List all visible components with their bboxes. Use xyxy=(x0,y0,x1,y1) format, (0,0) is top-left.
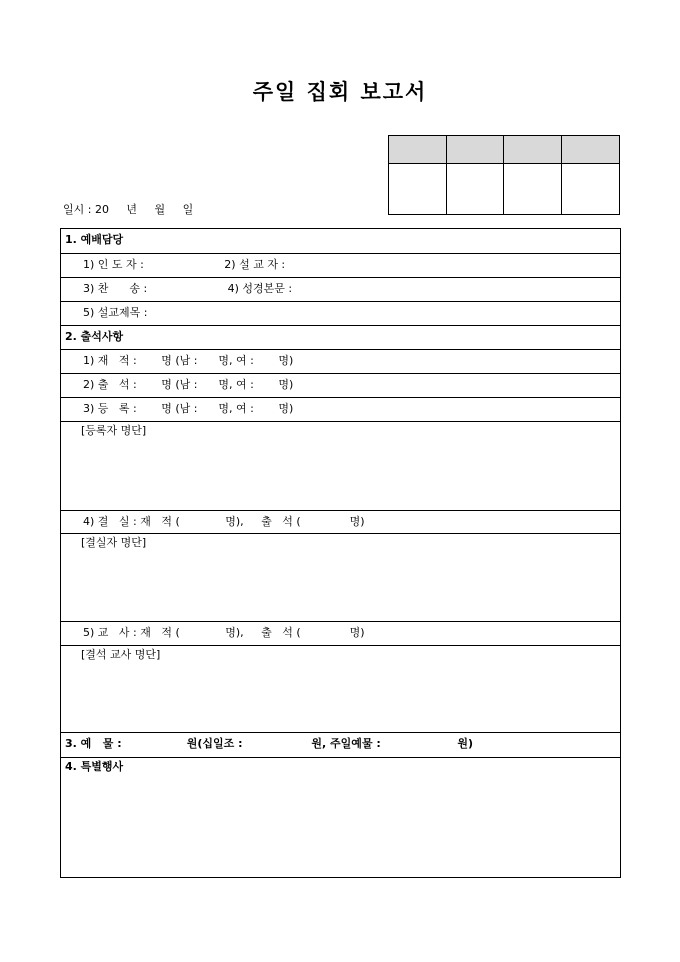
approval-sign-cell[interactable] xyxy=(389,164,447,214)
absentees-label: [결실자 명단] xyxy=(81,536,147,549)
report-form xyxy=(60,228,621,878)
attended-row[interactable]: 2) 출 석 : 명 (남 : 명, 여 : 명) xyxy=(61,374,620,398)
leader-preacher-row[interactable]: 1) 인 도 자 : 2) 설 교 자 : xyxy=(61,254,620,278)
approval-sign-cell[interactable] xyxy=(504,164,562,214)
approval-header-cell xyxy=(389,136,447,164)
enrolled-row[interactable]: 1) 재 적 : 명 (남 : 명, 여 : 명) xyxy=(61,350,620,374)
hymn-scripture-row[interactable]: 3) 찬 송 : 4) 성경본문 : xyxy=(61,278,620,302)
special-events-area[interactable]: 4. 특별행사 xyxy=(65,760,124,773)
page-title: 주일 집회 보고서 xyxy=(252,79,428,104)
sermon-title-row[interactable]: 5) 설교제목 : xyxy=(61,302,620,326)
absent-teachers-area[interactable] xyxy=(61,646,620,733)
registrants-area[interactable] xyxy=(61,422,620,511)
approval-sign-cell[interactable] xyxy=(562,164,620,214)
registrants-label: [등록자 명단] xyxy=(81,424,147,437)
absent-row[interactable]: 4) 결 실 : 재 적 ( 명), 출 석 ( 명) xyxy=(61,511,620,534)
absentees-area[interactable] xyxy=(61,534,620,622)
absent-teachers-label: [결석 교사 명단] xyxy=(81,648,161,661)
approval-header-cell xyxy=(504,136,562,164)
registered-row[interactable]: 3) 등 록 : 명 (남 : 명, 여 : 명) xyxy=(61,398,620,422)
approval-signature-table xyxy=(388,135,620,215)
section-worship-header: 1. 예배담당 xyxy=(61,229,620,254)
approval-header-cell xyxy=(562,136,620,164)
teachers-row[interactable]: 5) 교 사 : 재 적 ( 명), 출 석 ( 명) xyxy=(61,622,620,646)
section-attendance-header: 2. 출석사항 xyxy=(61,326,620,350)
date-line[interactable]: 일시 : 20 년 월 일 xyxy=(63,203,194,216)
offering-row[interactable]: 3. 예 물 : 원(십일조 : 원, 주일예물 : 원) xyxy=(61,733,620,758)
approval-sign-cell[interactable] xyxy=(447,164,505,214)
approval-header-cell xyxy=(447,136,505,164)
